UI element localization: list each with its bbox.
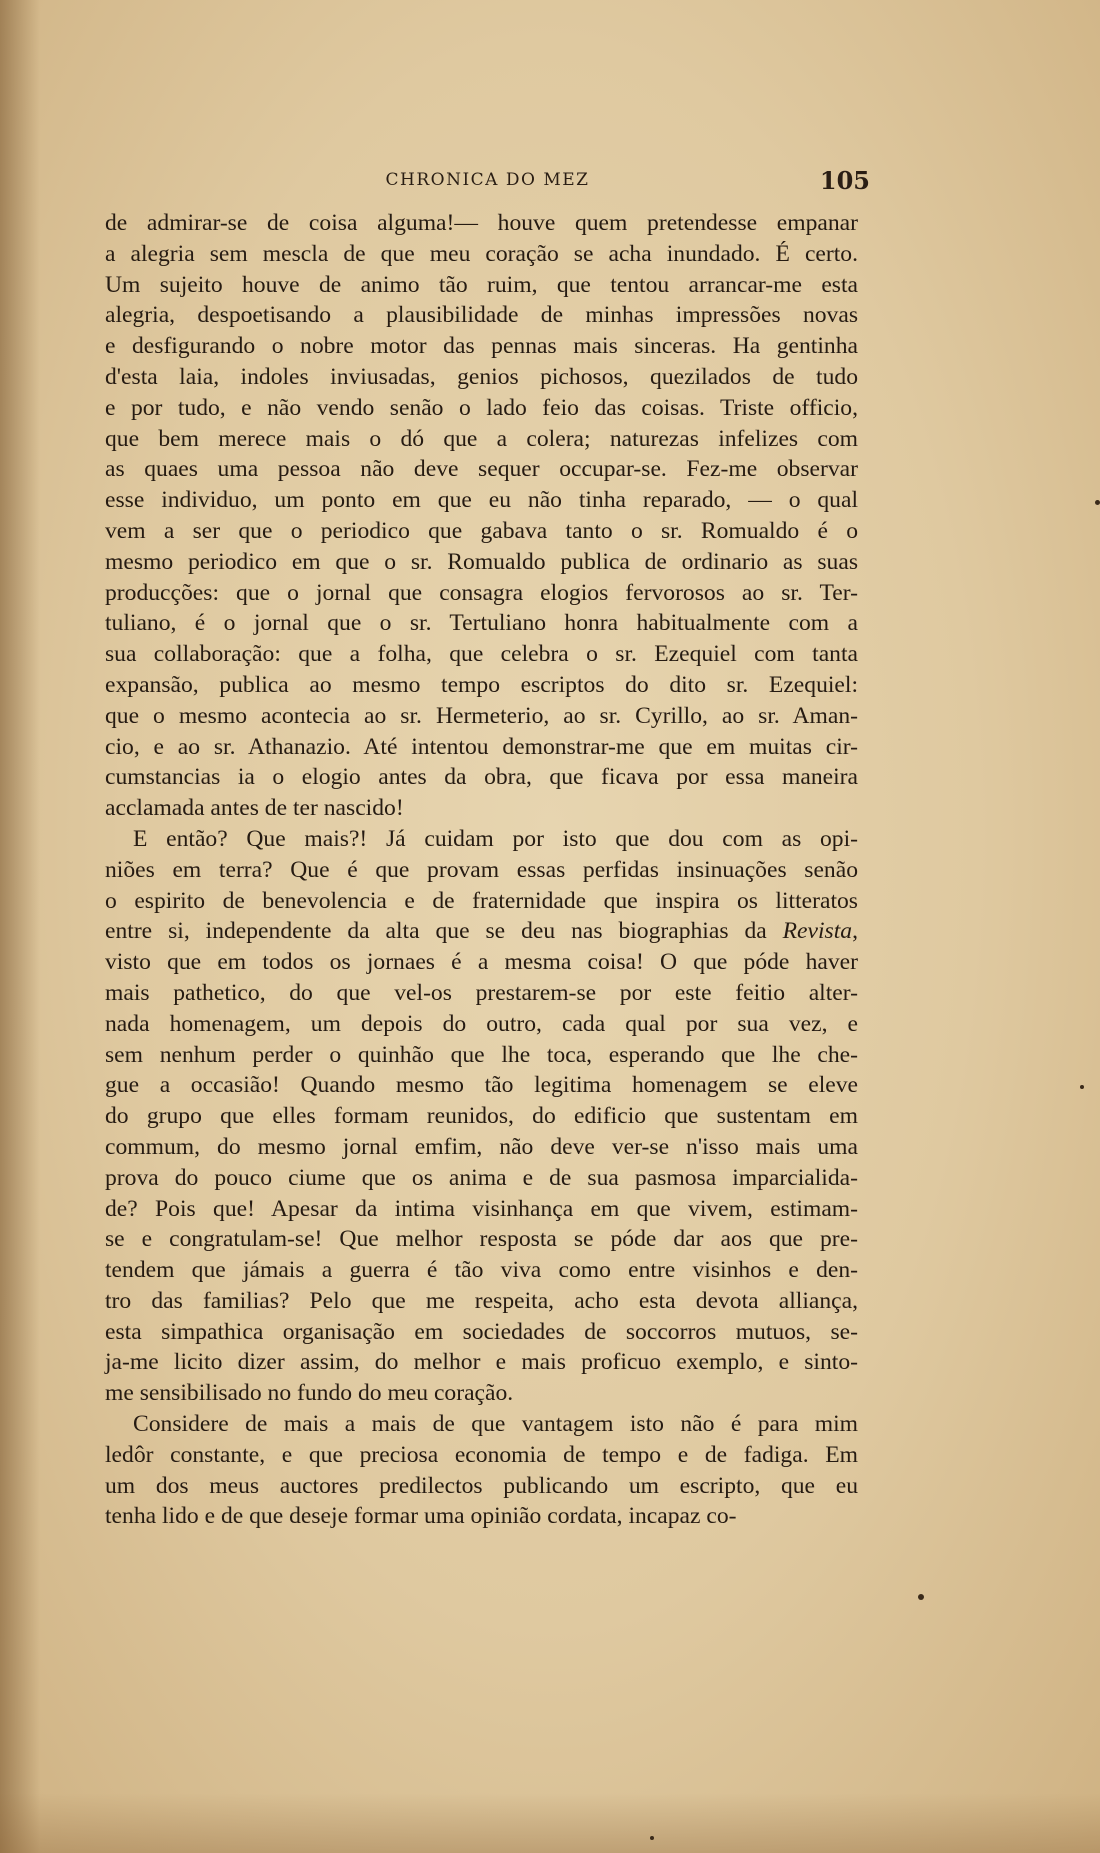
text-line: o espirito de benevolencia e de fraternidade que inspira os litteratos — [105, 887, 858, 914]
text-line: vem a ser que o periodico que gabava tanto o sr. Romualdo é o — [105, 517, 858, 544]
text-line: tendem que jámais a guerra é tão viva como entre visinhos e den- — [105, 1257, 858, 1284]
text-line: do grupo que elles formam reunidos, do edificio que sustentam em — [105, 1103, 858, 1130]
page-number: 105 — [819, 166, 870, 195]
text-line: e desfigurando o nobre motor das pennas mais sinceras. Ha gentinha — [105, 333, 858, 360]
text-line: de? Pois que! Apesar da intima visinhança em que vivem, estimam- — [105, 1195, 858, 1222]
text-line: que o mesmo acontecia ao sr. Hermeterio, ao sr. Cyrillo, ao sr. Aman- — [105, 702, 858, 729]
running-header — [105, 166, 870, 198]
text-line: me sensibilisado no fundo do meu coração. — [105, 1380, 514, 1407]
text-line: tro das familias? Pelo que me respeita, acho esta devota alliança, — [105, 1287, 858, 1314]
text-line: ledôr constante, e que preciosa economia de tempo e de fadiga. Em — [105, 1441, 858, 1468]
text-line: se e congratulam-se! Que melhor resposta se póde dar aos que pre- — [105, 1226, 858, 1253]
text-line: entre si, independente da alta que se deu nas biographias da Revista, — [105, 918, 858, 945]
text-line: tuliano, é o jornal que o sr. Tertuliano honra habitualmente com a — [105, 610, 858, 637]
body-text — [105, 208, 858, 1532]
text-line: de admirar-se de coisa alguma!— houve quem pretendesse empanar — [105, 210, 858, 236]
text-line: esse individuo, um ponto em que eu não tinha reparado, — o qual — [105, 487, 858, 514]
text-line: acclamada antes de ter nascido! — [105, 795, 404, 822]
page-gutter-shadow — [0, 0, 40, 1853]
text-line: Considere de mais a mais de que vantagem isto não é para mim — [133, 1411, 858, 1438]
text-line: expansão, publica ao mesmo tempo escriptos do dito sr. Ezequiel: — [105, 671, 858, 698]
text-line: sem nenhum perder o quinhão que lhe toca, esperando que lhe che- — [105, 1041, 858, 1068]
periodical-title: Revista — [782, 918, 853, 945]
text-line: mais pathetico, do que vel-os prestarem-se por este feitio alter- — [105, 979, 858, 1006]
running-title: CHRONICA DO MEZ — [385, 170, 590, 190]
text-line: visto que em todos os jornaes é a mesma coisa! O que póde haver — [105, 949, 858, 976]
text-line: e por tudo, e não vendo senão o lado feio das coisas. Triste officio, — [105, 394, 858, 421]
text-line: ja-me licito dizer assim, do melhor e mais proficuo exemplo, e sinto- — [105, 1349, 858, 1376]
paper-speck — [650, 1836, 654, 1840]
text-line: prova do pouco ciume que os anima e de sua pasmosa imparcialida- — [105, 1164, 858, 1191]
text-line: producções: que o jornal que consagra elogios fervorosos ao sr. Ter- — [105, 579, 858, 606]
paper-speck — [1080, 1085, 1084, 1089]
page-bottom-shadow — [0, 1793, 1100, 1853]
paper-speck — [1095, 500, 1100, 505]
text-line: sua collaboração: que a folha, que celebra o sr. Ezequiel com tanta — [105, 641, 858, 668]
paper-speck — [918, 1594, 924, 1600]
text-line: mesmo periodico em que o sr. Romualdo publica de ordinario as suas — [105, 548, 858, 575]
text-line: que bem merece mais o dó que a colera; naturezas infelizes com — [105, 425, 858, 452]
text-line: alegria, despoetisando a plausibilidade de minhas impressões novas — [105, 302, 858, 329]
text-line: Um sujeito houve de animo tão ruim, que tentou arrancar-me esta — [105, 271, 858, 298]
text-line: tenha lido e de que deseje formar uma opinião cordata, incapaz co- — [105, 1503, 737, 1530]
text-line: cio, e ao sr. Athanazio. Até intentou demonstrar-me que em muitas cir- — [105, 733, 858, 760]
text-line: commum, do mesmo jornal emfim, não deve ver-se n'isso mais uma — [105, 1133, 858, 1160]
text-line: cumstancias ia o elogio antes da obra, que ficava por essa maneira — [105, 764, 858, 791]
text-line: um dos meus auctores predilectos publicando um escripto, que eu — [105, 1472, 858, 1499]
text-line: as quaes uma pessoa não deve sequer occupar-se. Fez-me observar — [105, 456, 858, 483]
text-line: E então? Que mais?! Já cuidam por isto que dou com as opi- — [133, 825, 858, 852]
text-line: gue a occasião! Quando mesmo tão legitima homenagem se eleve — [105, 1072, 858, 1099]
text-line: nada homenagem, um depois do outro, cada qual por sua vez, e — [105, 1010, 858, 1037]
text-line: d'esta laia, indoles inviusadas, genios pichosos, quezilados de tudo — [105, 363, 858, 390]
text-line: esta simpathica organisação em sociedades de soccorros mutuos, se- — [105, 1318, 858, 1345]
text-line: niões em terra? Que é que provam essas perfidas insinuações senão — [105, 856, 858, 883]
text-line: a alegria sem mescla de que meu coração se acha inundado. É certo. — [105, 240, 858, 267]
